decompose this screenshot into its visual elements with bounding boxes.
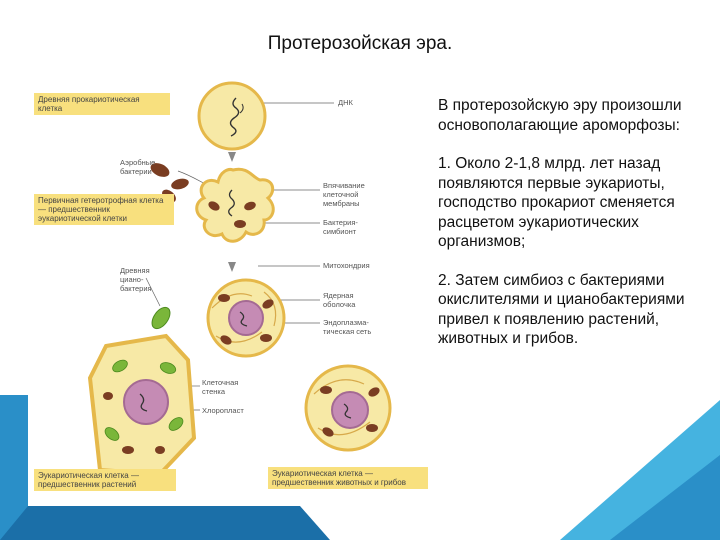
prokaryote-cell [199,83,265,149]
label-ancient-prokaryote: Древняя прокариотическая клетка [34,93,170,115]
label-nuclear-envelope: Ядерная оболочка [323,291,356,309]
label-symbiont: Бактерия-симбионт [323,218,358,236]
text-column [438,96,690,368]
plant-cell [90,336,194,474]
label-er: Эндоплазма-тическая сеть [323,318,372,336]
evolution-figure [28,78,436,506]
label-cyano: Древняя циано-бактерия [120,266,152,293]
label-animal-predecessor: Эукариотическая клетка — предшественник животных и грибов [268,467,428,489]
label-heterotroph: Первичная гетеротрофная клетка — предшественник эукариотической клетки [34,194,174,225]
early-eukaryote-cell [208,280,284,356]
heterotroph-cell [197,169,274,241]
cyanobacterium [148,304,173,332]
label-dna: ДНК [338,98,353,107]
label-aerobic: Аэробные бактерии [120,158,156,176]
point-2: 2. Затем симбиоз с бактериями окислителями и цианобактериями привел к появлению растений, животных и грибов. [438,271,685,347]
label-chloroplast: Хлоропласт [202,406,244,415]
animal-cell [306,366,390,450]
label-plant-predecessor: Эукариотическая клетка — предшественник растений [34,469,176,491]
point-1: 1. Около 2-1,8 млрд. лет назад появляются первые эукариоты, господство прокариот сменяется расцветом эукариотических организмов; [438,155,675,250]
label-mitochondrion: Митохондрия [323,261,370,270]
intro-paragraph: В протерозойскую эру произошли основополагающие ароморфозы: [438,97,682,134]
label-invagination: Впячивание клеточной мембраны [323,181,365,208]
label-cell-wall: Клеточная стенка [202,378,239,396]
slide-title: Протерозойская эра. [267,33,453,54]
